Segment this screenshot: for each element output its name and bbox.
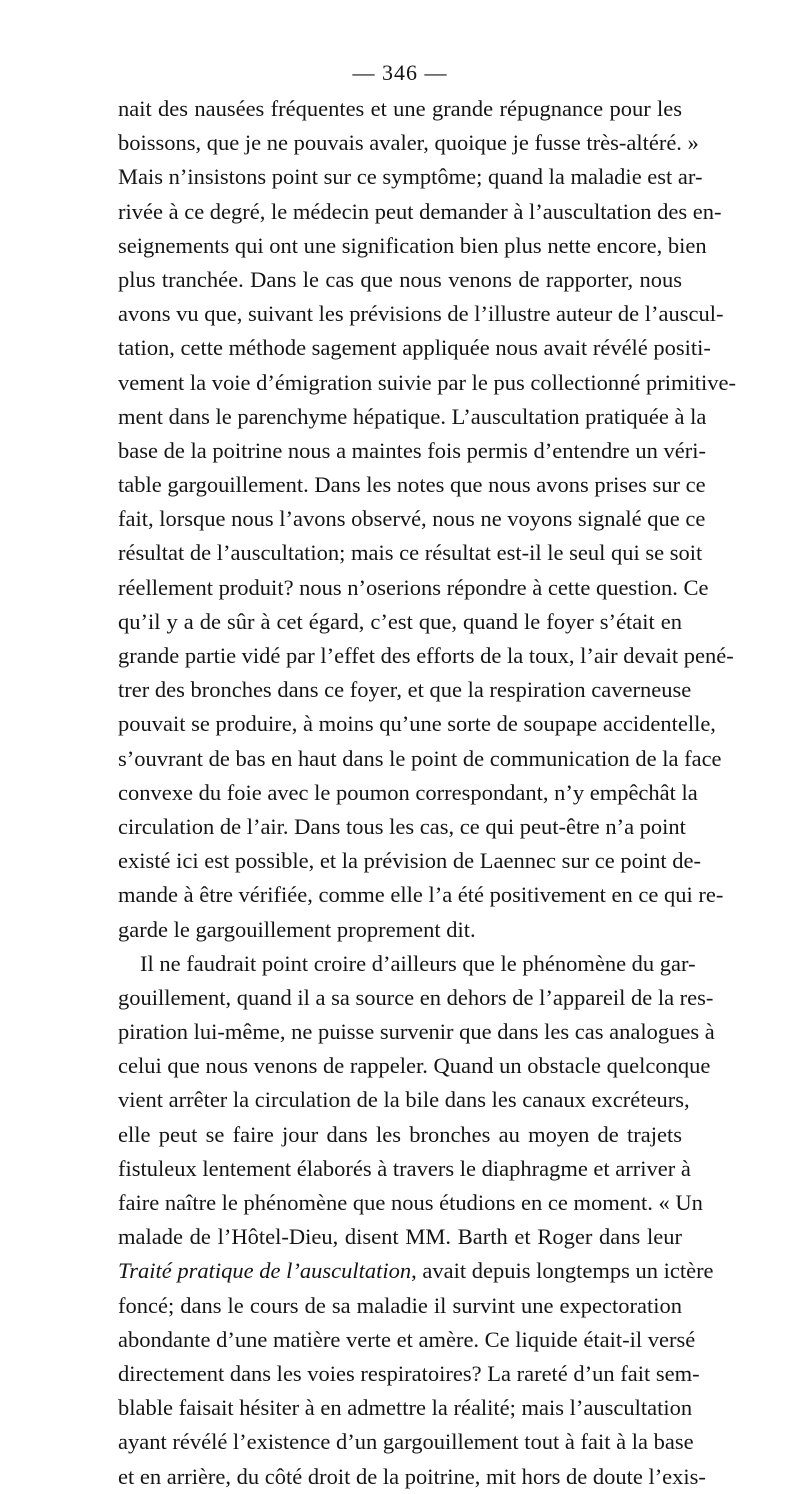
text-line: réellement produit? nous n’oserions répondre à cette question. Ce bbox=[118, 574, 709, 600]
text-line: directement dans les voies respiratoires? La rareté d’un fait sem- bbox=[118, 1360, 700, 1386]
text-line: s’ouvrant de bas en haut dans le point de communication de la face bbox=[118, 745, 722, 771]
text-line: table gargouillement. Dans les notes que nous avons prises sur ce bbox=[118, 472, 706, 498]
text-line: seignements qui ont une signification bien plus nette encore, bien bbox=[118, 232, 707, 258]
text-line: foncé; dans le cours de sa maladie il survint une expectoration bbox=[118, 1292, 682, 1318]
text-line: tation, cette méthode sagement appliquée nous avait révélé positi- bbox=[118, 335, 711, 361]
text-line: ayant révélé l’existence d’un gargouillement tout à fait à la base bbox=[118, 1429, 694, 1455]
text-line: rivée à ce degré, le médecin peut demander à l’auscultation des en- bbox=[118, 198, 722, 224]
text-line: abondante d’une matière verte et amère. Ce liquide était-il versé bbox=[118, 1326, 696, 1352]
text-line: circulation de l’air. Dans tous les cas, ce qui peut-être n’a point bbox=[118, 813, 686, 839]
text-line: ment dans le parenchyme hépatique. L’auscultation pratiquée à la bbox=[118, 403, 707, 429]
text-line: plus tranchée. Dans le cas que nous venons de rapporter, nous bbox=[118, 266, 682, 292]
book-title-italic: Traité pratique de l’auscultation bbox=[118, 1258, 412, 1284]
text-line-paragraph-end: garde le gargouillement proprement dit. bbox=[118, 916, 476, 942]
text-line: blable faisait hésiter à en admettre la réalité; mais l’auscultation bbox=[118, 1395, 693, 1421]
text-line: elle peut se faire jour dans les bronches au moyen de trajets bbox=[118, 1121, 682, 1147]
text-line-paragraph-start: Il ne faudrait point croire d’ailleurs que le phénomène du gar- bbox=[140, 950, 696, 976]
text-line: vient arrêter la circulation de la bile dans les canaux excréteurs, bbox=[118, 1087, 690, 1113]
text-line: grande partie vidé par l’effet des efforts de la toux, l’air devait pené- bbox=[118, 643, 734, 668]
text-line: fistuleux lentement élaborés à travers le diaphragme et arriver à bbox=[118, 1155, 691, 1181]
text-line: malade de l’Hôtel-Dieu, disent MM. Barth et Roger dans leur bbox=[118, 1224, 682, 1250]
text-line: qu’il y a de sûr à cet égard, c’est que, quand le foyer s’était en bbox=[118, 608, 682, 634]
text-line: convexe du foie avec le poumon correspondant, n’y empêchât la bbox=[118, 779, 698, 805]
text-line: pouvait se produire, à moins qu’une sorte de soupape accidentelle, bbox=[118, 711, 716, 737]
text-line: trer des bronches dans ce foyer, et que la respiration caverneuse bbox=[118, 677, 692, 703]
text-line: celui que nous venons de rappeler. Quand un obstacle quelconque bbox=[118, 1053, 711, 1079]
line-suffix: , avait depuis longtemps un ictère bbox=[411, 1258, 714, 1284]
body-text bbox=[118, 92, 736, 1494]
text-line: avons vu que, suivant les prévisions de l’illustre auteur de l’auscul- bbox=[118, 301, 724, 327]
text-line: nait des nausées fréquentes et une grande répugnance pour les bbox=[118, 96, 682, 121]
text-line: faire naître le phénomène que nous étudions en ce moment. « Un bbox=[118, 1190, 703, 1215]
text-line-with-title bbox=[118, 1254, 714, 1288]
text-line: piration lui-même, ne puisse survenir que dans les cas analogues à bbox=[118, 1019, 715, 1045]
text-line: et en arrière, du côté droit de la poitrine, mit hors de doute l’exis- bbox=[118, 1463, 706, 1489]
page-number: — 346 — bbox=[352, 60, 448, 85]
text-line: fait, lorsque nous l’avons observé, nous ne voyons signalé que ce bbox=[118, 506, 706, 532]
text-line: existé ici est possible, et la prévision de Laennec sur ce point de- bbox=[118, 848, 701, 874]
text-line: boissons, que je ne pouvais avaler, quoique je fusse très-altéré. » bbox=[118, 130, 699, 156]
text-line: gouillement, quand il a sa source en dehors de l’appareil de la res- bbox=[118, 984, 714, 1010]
text-line: base de la poitrine nous a maintes fois permis d’entendre un véri- bbox=[118, 437, 706, 463]
text-line: résultat de l’auscultation; mais ce résultat est-il le seul qui se soit bbox=[118, 540, 703, 566]
text-line: Mais n’insistons point sur ce symptôme; quand la maladie est ar- bbox=[118, 164, 703, 190]
text-line: mande à être vérifiée, comme elle l’a été positivement en ce qui re- bbox=[118, 882, 724, 908]
text-line: vement la voie d’émigration suivie par le pus collectionné primitive- bbox=[118, 369, 736, 395]
